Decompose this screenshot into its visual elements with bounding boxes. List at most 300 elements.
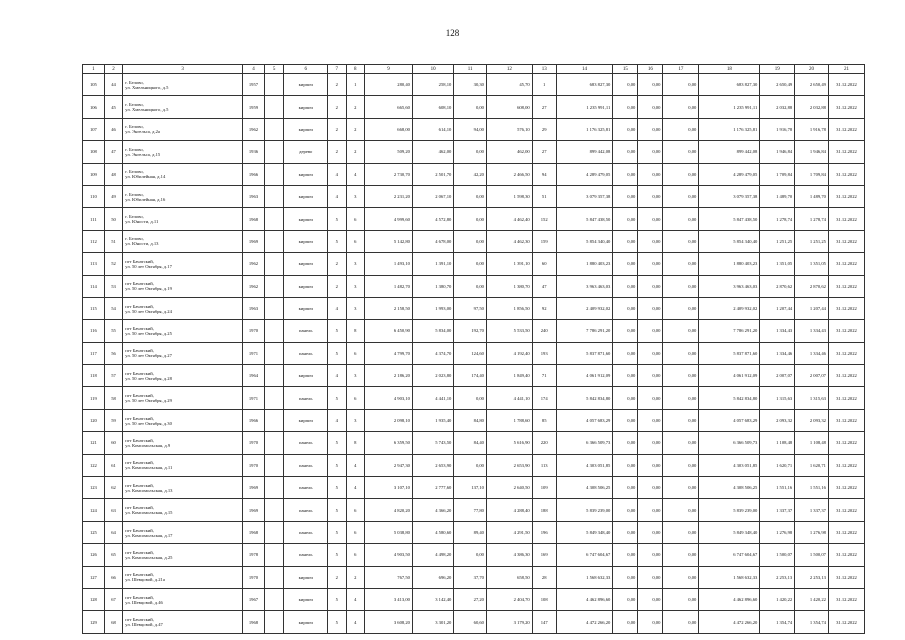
- cell-col-4: 1957: [243, 74, 265, 96]
- cell-col-18: 4 462 896,60: [699, 588, 760, 610]
- cell-col-19: 2 870,62: [760, 275, 795, 297]
- address-line: г. Белово,: [125, 102, 144, 108]
- cell-col-16: 0,00: [638, 409, 663, 431]
- cell-col-13: 27: [532, 96, 556, 118]
- cell-col-7: 2: [328, 275, 347, 297]
- table-row: [83, 163, 865, 185]
- cell-col-18: 3 079 357,38: [699, 185, 760, 207]
- cell-col-10: 462,00: [412, 141, 453, 163]
- cell-col-1: 126: [83, 544, 105, 566]
- cell-col-15: 0,00: [613, 141, 638, 163]
- cell-col-16: 0,00: [638, 342, 663, 364]
- cell-col-6: панель: [284, 320, 328, 342]
- address-cell: [123, 253, 243, 275]
- cell-col-5: [264, 409, 284, 431]
- cell-col-15: 0,00: [613, 275, 638, 297]
- cell-col-2: 44: [104, 74, 123, 96]
- cell-col-11: 124,60: [454, 342, 487, 364]
- cell-col-9: 4 820,20: [365, 499, 413, 521]
- cell-col-15: 0,00: [613, 320, 638, 342]
- address-cell: [123, 477, 243, 499]
- cell-col-10: 4 572,80: [412, 208, 453, 230]
- cell-col-4: 1969: [243, 499, 265, 521]
- cell-col-12: 2 640,50: [486, 477, 532, 499]
- cell-col-4: 1968: [243, 611, 265, 633]
- cell-col-18: 4 472 266,20: [699, 611, 760, 633]
- column-header-14: 14: [556, 65, 613, 74]
- cell-col-16: 0,00: [638, 566, 663, 588]
- address-cell: [123, 588, 243, 610]
- cell-col-21: 31.12.2022: [828, 544, 864, 566]
- cell-col-20: 1 620,71: [795, 454, 829, 476]
- cell-col-17: 0,00: [663, 544, 699, 566]
- table-row: [83, 365, 865, 387]
- cell-col-20: 2 032,88: [795, 96, 829, 118]
- cell-col-19: 1 251,25: [760, 230, 795, 252]
- cell-col-8: 6: [346, 499, 365, 521]
- cell-col-19: 1 278,74: [760, 208, 795, 230]
- cell-col-5: [264, 544, 284, 566]
- cell-col-9: 4 999,60: [365, 208, 413, 230]
- column-header-21: 21: [828, 65, 864, 74]
- cell-col-12: 1 391,10: [486, 253, 532, 275]
- table-row: [83, 342, 865, 364]
- cell-col-18: 5 839 239,00: [699, 499, 760, 521]
- cell-col-2: 58: [104, 387, 123, 409]
- cell-col-9: 2 186,20: [365, 365, 413, 387]
- cell-col-6: кирпич: [284, 588, 328, 610]
- cell-col-10: 4 441,10: [412, 387, 453, 409]
- cell-col-17: 0,00: [663, 320, 699, 342]
- address-line: ул. 50 лет Октября, д.30: [125, 420, 172, 426]
- cell-col-9: 3 413,00: [365, 588, 413, 610]
- column-header-10: 10: [412, 65, 453, 74]
- cell-col-7: 5: [328, 477, 347, 499]
- cell-col-11: 42,20: [454, 163, 487, 185]
- cell-col-4: 1967: [243, 588, 265, 610]
- cell-col-2: 57: [104, 365, 123, 387]
- cell-col-20: 1 251,25: [795, 230, 829, 252]
- address-line: ул. Комсомольская, д.9: [125, 442, 171, 448]
- cell-col-18: 5 842 834,80: [699, 387, 760, 409]
- column-header-15: 15: [613, 65, 638, 74]
- address-cell: [123, 499, 243, 521]
- column-header-11: 11: [454, 65, 487, 74]
- cell-col-10: 614,10: [412, 118, 453, 140]
- cell-col-2: 49: [104, 185, 123, 207]
- cell-col-9: 509,20: [365, 141, 413, 163]
- cell-col-14: 4 057 683,29: [556, 409, 613, 431]
- cell-col-17: 0,00: [663, 230, 699, 252]
- cell-col-11: 84,80: [454, 409, 487, 431]
- cell-col-14: 683 827,30: [556, 74, 613, 96]
- cell-col-21: 31.12.2022: [828, 163, 864, 185]
- cell-col-9: 4 903,50: [365, 544, 413, 566]
- cell-col-15: 0,00: [613, 230, 638, 252]
- cell-col-10: 2 653,90: [412, 454, 453, 476]
- cell-col-6: дерево: [284, 141, 328, 163]
- address-line: пгт Бачатский,: [125, 617, 154, 623]
- cell-col-21: 31.12.2022: [828, 477, 864, 499]
- cell-col-15: 0,00: [613, 588, 638, 610]
- cell-col-7: 5: [328, 499, 347, 521]
- cell-col-7: 5: [328, 611, 347, 633]
- cell-col-4: 1969: [243, 477, 265, 499]
- cell-col-13: 193: [532, 342, 556, 364]
- address-line: пгт Бачатский,: [125, 281, 154, 287]
- cell-col-5: [264, 566, 284, 588]
- cell-col-4: 1970: [243, 566, 265, 588]
- cell-col-10: 1 391,10: [412, 253, 453, 275]
- cell-col-9: 4 799,70: [365, 342, 413, 364]
- cell-col-7: 5: [328, 521, 347, 543]
- cell-col-19: 1 551,16: [760, 477, 795, 499]
- cell-col-21: 31.12.2022: [828, 230, 864, 252]
- column-header-19: 19: [760, 65, 795, 74]
- cell-col-6: кирпич: [284, 185, 328, 207]
- cell-col-18: 1 235 991,11: [699, 96, 760, 118]
- cell-col-2: 51: [104, 230, 123, 252]
- cell-col-16: 0,00: [638, 611, 663, 633]
- cell-col-2: 63: [104, 499, 123, 521]
- cell-col-2: 67: [104, 588, 123, 610]
- cell-col-8: 2: [346, 118, 365, 140]
- cell-col-21: 31.12.2022: [828, 365, 864, 387]
- cell-col-7: 2: [328, 566, 347, 588]
- column-header-17: 17: [663, 65, 699, 74]
- cell-col-13: 47: [532, 275, 556, 297]
- cell-col-2: 66: [104, 566, 123, 588]
- cell-col-16: 0,00: [638, 118, 663, 140]
- cell-col-6: кирпич: [284, 297, 328, 319]
- column-header-1: 1: [83, 65, 105, 74]
- cell-col-16: 0,00: [638, 387, 663, 409]
- cell-col-21: 31.12.2022: [828, 432, 864, 454]
- cell-col-11: 192,70: [454, 320, 487, 342]
- cell-col-10: 5 834,00: [412, 320, 453, 342]
- cell-col-2: 52: [104, 253, 123, 275]
- cell-col-5: [264, 185, 284, 207]
- cell-col-17: 0,00: [663, 185, 699, 207]
- cell-col-18: 3 963 463,03: [699, 275, 760, 297]
- cell-col-15: 0,00: [613, 432, 638, 454]
- cell-col-9: 5 142,80: [365, 230, 413, 252]
- cell-col-13: 92: [532, 297, 556, 319]
- cell-col-8: 6: [346, 208, 365, 230]
- cell-col-14: 4 303 051,85: [556, 454, 613, 476]
- address-line: ул. 50 лет Октября, д.27: [125, 353, 172, 359]
- table-row: [83, 230, 865, 252]
- address-line: пгт Бачатский,: [125, 393, 154, 399]
- cell-col-1: 111: [83, 208, 105, 230]
- cell-col-5: [264, 342, 284, 364]
- cell-col-19: 1 315,63: [760, 387, 795, 409]
- cell-col-5: [264, 454, 284, 476]
- cell-col-18: 2 409 932,02: [699, 297, 760, 319]
- address-cell: [123, 185, 243, 207]
- cell-col-8: 4: [346, 163, 365, 185]
- cell-col-15: 0,00: [613, 387, 638, 409]
- cell-col-20: 1 551,16: [795, 477, 829, 499]
- cell-col-5: [264, 118, 284, 140]
- cell-col-10: 1 935,40: [412, 409, 453, 431]
- cell-col-12: 4 192,40: [486, 342, 532, 364]
- cell-col-5: [264, 320, 284, 342]
- address-line: ул. Шевцовой, д.46: [125, 599, 163, 605]
- cell-col-4: 1964: [243, 365, 265, 387]
- cell-col-14: 5 839 239,00: [556, 499, 613, 521]
- cell-col-12: 608,00: [486, 96, 532, 118]
- cell-col-19: 2 032,88: [760, 96, 795, 118]
- cell-col-9: 2 158,50: [365, 297, 413, 319]
- cell-col-10: 4 678,00: [412, 230, 453, 252]
- cell-col-9: 1 482,70: [365, 275, 413, 297]
- cell-col-20: 1 709,84: [795, 163, 829, 185]
- cell-col-2: 46: [104, 118, 123, 140]
- address-cell: [123, 96, 243, 118]
- cell-col-1: 113: [83, 253, 105, 275]
- cell-col-2: 61: [104, 454, 123, 476]
- cell-col-12: 1 380,70: [486, 275, 532, 297]
- cell-col-11: 0,00: [454, 141, 487, 163]
- cell-col-14: 6 747 604,67: [556, 544, 613, 566]
- cell-col-17: 0,00: [663, 74, 699, 96]
- cell-col-12: 1 788,60: [486, 409, 532, 431]
- cell-col-9: 4 903,10: [365, 387, 413, 409]
- address-cell: [123, 118, 243, 140]
- cell-col-21: 31.12.2022: [828, 499, 864, 521]
- cell-col-13: 108: [532, 588, 556, 610]
- cell-col-6: кирпич: [284, 253, 328, 275]
- cell-col-20: 1 337,37: [795, 499, 829, 521]
- cell-col-21: 31.12.2022: [828, 566, 864, 588]
- cell-col-16: 0,00: [638, 521, 663, 543]
- cell-col-17: 0,00: [663, 342, 699, 364]
- cell-col-6: кирпич: [284, 74, 328, 96]
- cell-col-1: 116: [83, 320, 105, 342]
- cell-col-16: 0,00: [638, 185, 663, 207]
- cell-col-6: кирпич: [284, 163, 328, 185]
- cell-col-19: 1 334,46: [760, 342, 795, 364]
- table-row: [83, 454, 865, 476]
- cell-col-19: 1 276,98: [760, 521, 795, 543]
- address-line: ул. Юбилейная, д.14: [125, 174, 166, 180]
- cell-col-1: 119: [83, 387, 105, 409]
- cell-col-12: 4 288,40: [486, 499, 532, 521]
- cell-col-7: 5: [328, 454, 347, 476]
- cell-col-20: 1 276,98: [795, 521, 829, 543]
- cell-col-11: 0,00: [454, 253, 487, 275]
- cell-col-5: [264, 230, 284, 252]
- cell-col-16: 0,00: [638, 432, 663, 454]
- cell-col-11: 0,00: [454, 185, 487, 207]
- cell-col-12: 3 179,20: [486, 611, 532, 633]
- cell-col-4: 1962: [243, 253, 265, 275]
- cell-col-1: 106: [83, 96, 105, 118]
- cell-col-5: [264, 74, 284, 96]
- address-line: г. Белово,: [125, 124, 144, 130]
- cell-col-21: 31.12.2022: [828, 185, 864, 207]
- housing-register-table: [82, 64, 865, 634]
- cell-col-20: 1 315,63: [795, 387, 829, 409]
- cell-col-10: 5 743,50: [412, 432, 453, 454]
- cell-col-1: 124: [83, 499, 105, 521]
- cell-col-1: 112: [83, 230, 105, 252]
- cell-col-8: 6: [346, 521, 365, 543]
- cell-col-21: 31.12.2022: [828, 118, 864, 140]
- address-cell: [123, 566, 243, 588]
- table-row: [83, 141, 865, 163]
- cell-col-7: 4: [328, 185, 347, 207]
- cell-col-13: 240: [532, 320, 556, 342]
- cell-col-15: 0,00: [613, 566, 638, 588]
- address-line: пгт Бачатский,: [125, 594, 154, 600]
- cell-col-19: 1 334,43: [760, 320, 795, 342]
- cell-col-21: 31.12.2022: [828, 297, 864, 319]
- cell-col-8: 6: [346, 387, 365, 409]
- cell-col-14: 4 308 506,25: [556, 477, 613, 499]
- address-line: пгт Бачатский,: [125, 460, 154, 466]
- address-line: ул. Комсомольская, д.17: [125, 532, 173, 538]
- cell-col-21: 31.12.2022: [828, 275, 864, 297]
- column-header-6: 6: [284, 65, 328, 74]
- cell-col-21: 31.12.2022: [828, 320, 864, 342]
- table-row: [83, 387, 865, 409]
- cell-col-20: 2 650,49: [795, 74, 829, 96]
- cell-col-2: 55: [104, 320, 123, 342]
- cell-col-9: 2 730,70: [365, 163, 413, 185]
- cell-col-12: 2 404,70: [486, 588, 532, 610]
- address-line: пгт Бачатский,: [125, 482, 154, 488]
- address-line: ул. 50 лет Октября, д.24: [125, 308, 172, 314]
- cell-col-10: 2 067,10: [412, 185, 453, 207]
- cell-col-1: 123: [83, 477, 105, 499]
- cell-col-13: 51: [532, 185, 556, 207]
- cell-col-5: [264, 521, 284, 543]
- column-header-5: 5: [264, 65, 284, 74]
- cell-col-15: 0,00: [613, 297, 638, 319]
- cell-col-4: 1971: [243, 387, 265, 409]
- cell-col-19: 1 489,70: [760, 185, 795, 207]
- cell-col-19: 1 337,37: [760, 499, 795, 521]
- cell-col-5: [264, 96, 284, 118]
- cell-col-5: [264, 387, 284, 409]
- cell-col-5: [264, 275, 284, 297]
- cell-col-6: панель: [284, 432, 328, 454]
- cell-col-18: 6 747 604,67: [699, 544, 760, 566]
- cell-col-13: 159: [532, 230, 556, 252]
- cell-col-13: 60: [532, 253, 556, 275]
- cell-col-13: 152: [532, 208, 556, 230]
- cell-col-10: 4 498,20: [412, 544, 453, 566]
- address-line: пгт Бачатский,: [125, 572, 154, 578]
- cell-col-13: 113: [532, 454, 556, 476]
- cell-col-15: 0,00: [613, 118, 638, 140]
- cell-col-5: [264, 253, 284, 275]
- address-cell: [123, 163, 243, 185]
- cell-col-2: 64: [104, 521, 123, 543]
- cell-col-12: 4 462,40: [486, 208, 532, 230]
- address-cell: [123, 297, 243, 319]
- address-cell: [123, 454, 243, 476]
- cell-col-9: 280,40: [365, 74, 413, 96]
- cell-col-20: 1 500,07: [795, 544, 829, 566]
- cell-col-18: 5 847 438,50: [699, 208, 760, 230]
- cell-col-12: 4 291,50: [486, 521, 532, 543]
- cell-col-8: 3: [346, 365, 365, 387]
- cell-col-13: 196: [532, 521, 556, 543]
- cell-col-4: 1970: [243, 454, 265, 476]
- cell-col-2: 65: [104, 544, 123, 566]
- table-row: [83, 118, 865, 140]
- address-cell: [123, 342, 243, 364]
- cell-col-7: 5: [328, 432, 347, 454]
- cell-col-16: 0,00: [638, 163, 663, 185]
- cell-col-10: 2 777,60: [412, 477, 453, 499]
- cell-col-15: 0,00: [613, 611, 638, 633]
- cell-col-7: 2: [328, 141, 347, 163]
- cell-col-18: 5 837 871,60: [699, 342, 760, 364]
- cell-col-12: 5 616,90: [486, 432, 532, 454]
- cell-col-4: 1978: [243, 544, 265, 566]
- cell-col-4: 1959: [243, 96, 265, 118]
- cell-col-21: 31.12.2022: [828, 521, 864, 543]
- table-row: [83, 74, 865, 96]
- cell-col-16: 0,00: [638, 208, 663, 230]
- address-cell: [123, 611, 243, 633]
- cell-col-5: [264, 163, 284, 185]
- cell-col-17: 0,00: [663, 454, 699, 476]
- address-line: ул. 50 лет Октября, д.25: [125, 330, 172, 336]
- cell-col-1: 115: [83, 297, 105, 319]
- cell-col-14: 6 366 509,73: [556, 432, 613, 454]
- cell-col-18: 899 442,08: [699, 141, 760, 163]
- cell-col-14: 1 568 632,33: [556, 566, 613, 588]
- cell-col-12: 1 849,40: [486, 365, 532, 387]
- cell-col-16: 0,00: [638, 297, 663, 319]
- cell-col-11: 30,30: [454, 74, 487, 96]
- address-line: пгт Бачатский,: [125, 325, 154, 331]
- cell-col-2: 56: [104, 342, 123, 364]
- cell-col-2: 47: [104, 141, 123, 163]
- cell-col-17: 0,00: [663, 297, 699, 319]
- address-cell: [123, 320, 243, 342]
- cell-col-20: 1 354,74: [795, 611, 829, 633]
- cell-col-6: кирпич: [284, 96, 328, 118]
- cell-col-5: [264, 432, 284, 454]
- table-row: [83, 253, 865, 275]
- cell-col-14: 2 409 932,02: [556, 297, 613, 319]
- column-header-12: 12: [486, 65, 532, 74]
- cell-col-19: 1 709,84: [760, 163, 795, 185]
- column-header-4: 4: [243, 65, 265, 74]
- cell-col-17: 0,00: [663, 365, 699, 387]
- cell-col-13: 85: [532, 409, 556, 431]
- cell-col-20: 2 253,13: [795, 566, 829, 588]
- cell-col-5: [264, 365, 284, 387]
- address-line: ул. Шевцовой, д.47: [125, 622, 163, 628]
- cell-col-4: 1963: [243, 185, 265, 207]
- table-row: [83, 96, 865, 118]
- table-row: [83, 297, 865, 319]
- cell-col-8: 8: [346, 320, 365, 342]
- cell-col-19: 2 650,49: [760, 74, 795, 96]
- address-cell: [123, 544, 243, 566]
- cell-col-14: 3 963 463,03: [556, 275, 613, 297]
- cell-col-7: 5: [328, 320, 347, 342]
- address-line: ул. Комсомольская, д.15: [125, 510, 173, 516]
- cell-col-19: 1 916,78: [760, 118, 795, 140]
